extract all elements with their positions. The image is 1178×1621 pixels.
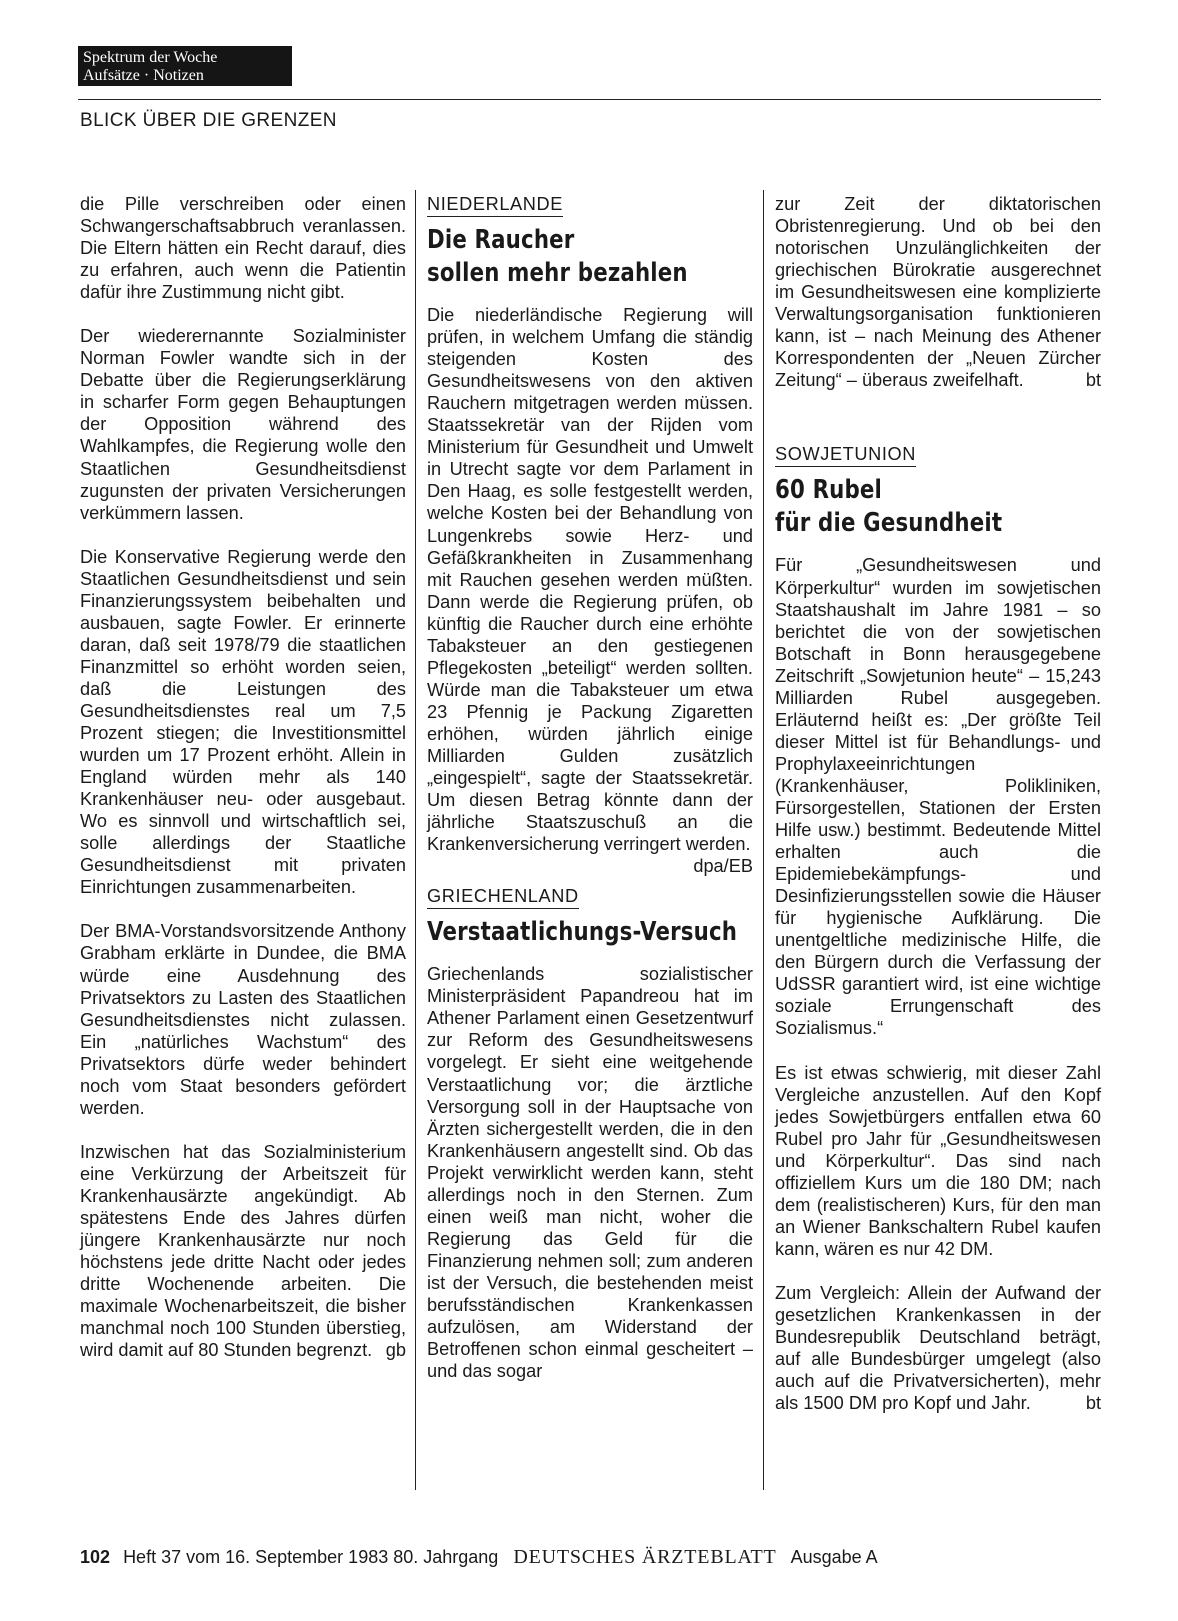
column-1 — [80, 193, 406, 1361]
author-initials: gb — [385, 1340, 406, 1361]
author-initials: bt — [1085, 1393, 1101, 1414]
paragraph: Die Konservative Regierung werde den Staatlichen Gesundheitsdienst und sein Finanzierungssystem beibehalten und ausbauen, sagte Fowler. Er erinnerte daran, daß seit 1978/79 die staatlichen Finanzmittel so erhöht worden seien, daß die Leistungen des Gesundheitsdienstes real um 7,5 Prozent stiegen; die Investitionsmittel wurden um 17 Prozent erhöht. Allein in England würden mehr als 140 Krankenhäuser neu- oder ausgebaut. Wo es sinnvoll und wirtschaftlich sei, solle allerdings der Staatliche Gesundheitsdienst mit privaten Einrichtungen zusammenarbeiten. — [80, 546, 406, 898]
paragraph: Der wiederernannte Sozialminister Norman Fowler wandte sich in der Debatte über die Regierungserklärung in scharfer Form gegen Behauptungen der Opposition während des Wahlkampfes, die Regierung wolle den Staatlichen Gesundheitsdienst zugunsten der privaten Versicherungen verkümmern lassen. — [80, 326, 406, 523]
paragraph-text: Zum Vergleich: Allein der Aufwand der gesetzlichen Krankenkassen in der Bundesrepublik Deutschland beträgt, auf alle Bundesbürger umgelegt (also auch auf die Privatversicherten), mehr als 1500 DM pro Kopf und Jahr. — [775, 1282, 1101, 1414]
paragraph-text: zur Zeit der diktatorischen Obristenregierung. Und ob bei den notorischen Unzulänglichkeiten der griechischen Bürokratie ausgerechnet im Gesundheitswesen eine komplizierte Verwaltungsorganisation funktionieren kann, ist – nach Meinung des Athener Korrespondenten der „Neuen Zürcher Zeitung“ – überaus zweifelhaft. — [775, 194, 1101, 391]
author-initials: bt — [1085, 370, 1101, 391]
country-label-niederlande: NIEDERLANDE — [427, 193, 563, 217]
issue-info: Heft 37 vom 16. September 1983 80. Jahrgang — [123, 1547, 499, 1567]
top-rule — [78, 99, 1101, 100]
section-tag-line-1: Spektrum der Woche — [83, 49, 218, 66]
headline-rubel — [775, 474, 1042, 540]
paragraph — [80, 1141, 406, 1361]
paragraph — [775, 1282, 1101, 1414]
column-divider-1 — [415, 190, 416, 1490]
country-label-sowjetunion: SOWJETUNION — [775, 443, 916, 467]
article-body: Griechenlands sozialistischer Ministerpräsident Papandreou hat im Athener Parlament einen Gesetzentwurf zur Reform des Gesundheitswesens vorgelegt. Er sieht eine weitgehende Verstaatlichung vor; die ärztliche Versorgung soll in der Hauptsache von Ärzten sichergestellt werden, die in den Krankenhäusern angestellt sind. Ob das Projekt verwirklicht werden kann, steht allerdings noch in den Sternen. Zum einen weiß man nicht, woher die Regierung das Geld für die Finanzierung nehmen soll; zum anderen ist der Versuch, die bestehenden meist berufsständischen Krankenkassen aufzulösen, am Widerstand der Betroffenen schon einmal gescheitert – und das sogar — [427, 964, 753, 1382]
headline-line: Verstaatlichungs-Versuch — [427, 917, 738, 948]
column-2 — [427, 193, 753, 1382]
paragraph: Es ist etwas schwierig, mit dieser Zahl Vergleiche anzustellen. Auf den Kopf jedes Sowjetbürgers entfallen etwa 60 Rubel pro Jahr für „Gesundheitswesen und Körperkultur“. Das sind nach offiziellem Kurs um die 180 DM; nach dem (realistischeren) Kurs, für den man an Wiener Bankschaltern Rubel kaufen kann, wären es nur 42 DM. — [775, 1062, 1101, 1259]
journal-name: DEUTSCHES ÄRZTEBLATT — [513, 1546, 777, 1568]
source-credit: dpa/EB — [693, 856, 753, 877]
paragraph: Der BMA-Vorstandsvorsitzende Anthony Grabham erklärte in Dundee, die BMA würde eine Ausdehnung des Privatsektors zu Lasten des Staatlichen Gesundheitsdienstes nicht zulassen. Ein „natürliches Wachstum“ des Privatsektors dürfe weder behindert noch vom Staat besonders gefördert werden. — [80, 921, 406, 1118]
section-title: BLICK ÜBER DIE GRENZEN — [80, 110, 337, 131]
column-divider-2 — [763, 190, 764, 1490]
column-3 — [775, 193, 1101, 1414]
headline-verstaatlichung — [427, 916, 738, 949]
headline-line: sollen mehr bezahlen — [427, 258, 688, 289]
section-tag — [78, 46, 292, 86]
country-label-griechenland: GRIECHENLAND — [427, 885, 579, 909]
paragraph: die Pille verschreiben oder einen Schwangerschaftsabbruch veranlassen. Die Eltern hätten ein Recht darauf, dies zu erfahren, auch wenn die Patientin dafür ihre Zustimmung nicht gibt. — [80, 194, 406, 303]
article-body-continued — [775, 193, 1101, 391]
edition: Ausgabe A — [790, 1547, 878, 1567]
page-number: 102 — [80, 1547, 111, 1567]
article-body — [427, 304, 753, 877]
paragraph-text: Die niederländische Regierung will prüfen, in welchem Umfang die ständig steigenden Kosten des Gesundheitswesens von den aktiven Rauchern mitgetragen werden müssen. Staatssekretär van der Rijden vom Ministerium für Gesundheit und Umwelt in Utrecht sagte vor dem Parlament in Den Haag, es solle festgestellt werden, welche Kosten bei der Behandlung von Lungenkrebs sowie Herz- und Gefäßkrankheiten in Zusammenhang mit Rauchen gesehen werden müßten. Dann werde die Regierung prüfen, ob künftig die Raucher durch eine erhöhte Tabaksteuer an den gestiegenen Pflegekosten „beteiligt“ werden sollten. Würde man die Tabaksteuer um etwa 23 Pfennig je Packung Zigaretten erhöhen, würden jährlich einige Milliarden Gulden zusätzlich „eingespielt“, sagte der Staatssekretär. Um diesen Betrag könnte dann der jährliche Staatszuschuß an die Krankenversicherung verringert werden. — [427, 305, 753, 855]
paragraph: Für „Gesundheitswesen und Körperkultur“ wurden im sowjetischen Staatshaushalt im Jahre 1981 – so berichtet die von der sowjetischen Botschaft in Bonn herausgegebene Zeitschrift „Sowjetunion heute“ – 15,243 Milliarden Rubel ausgegeben. Erläuternd heißt es: „Der größte Teil dieser Mittel ist für Behandlungs- und Prophylaxeeinrichtungen (Krankenhäuser, Polikliniken, Fürsorgestellen, Stationen der Ersten Hilfe usw.) bestimmt. Bedeutende Mittel erhalten auch die Epidemiebekämpfungs- und Desinfizierungsstellen sowie die Häuser für hygienische Aufklärung. Die unentgeltliche medizinische Hilfe, die den Bürgern durch die Verfassung der UdSSR garantiert wird, ist eine wichtige soziale Errungenschaft des Sozialismus.“ — [775, 555, 1101, 1039]
headline-line: 60 Rubel — [775, 475, 883, 506]
page-footer — [80, 1546, 878, 1569]
headline-line: Die Raucher — [427, 225, 575, 256]
paragraph-text: Inzwischen hat das Sozialministerium eine Verkürzung der Arbeitszeit für Krankenhausärzte angekündigt. Ab spätestens Ende des Jahres dürfen jüngere Krankenhausärzte nur noch höchstens jede dritte Nacht oder jedes dritte Wochenende arbeiten. Die maximale Wochenarbeitszeit, die bisher manchmal noch 100 Stunden überstieg, wird damit auf 80 Stunden begrenzt. — [80, 1141, 406, 1361]
headline-line: für die Gesundheit — [775, 508, 1003, 539]
section-tag-line-2: Aufsätze · Notizen — [83, 67, 204, 84]
headline-raucher — [427, 224, 694, 290]
